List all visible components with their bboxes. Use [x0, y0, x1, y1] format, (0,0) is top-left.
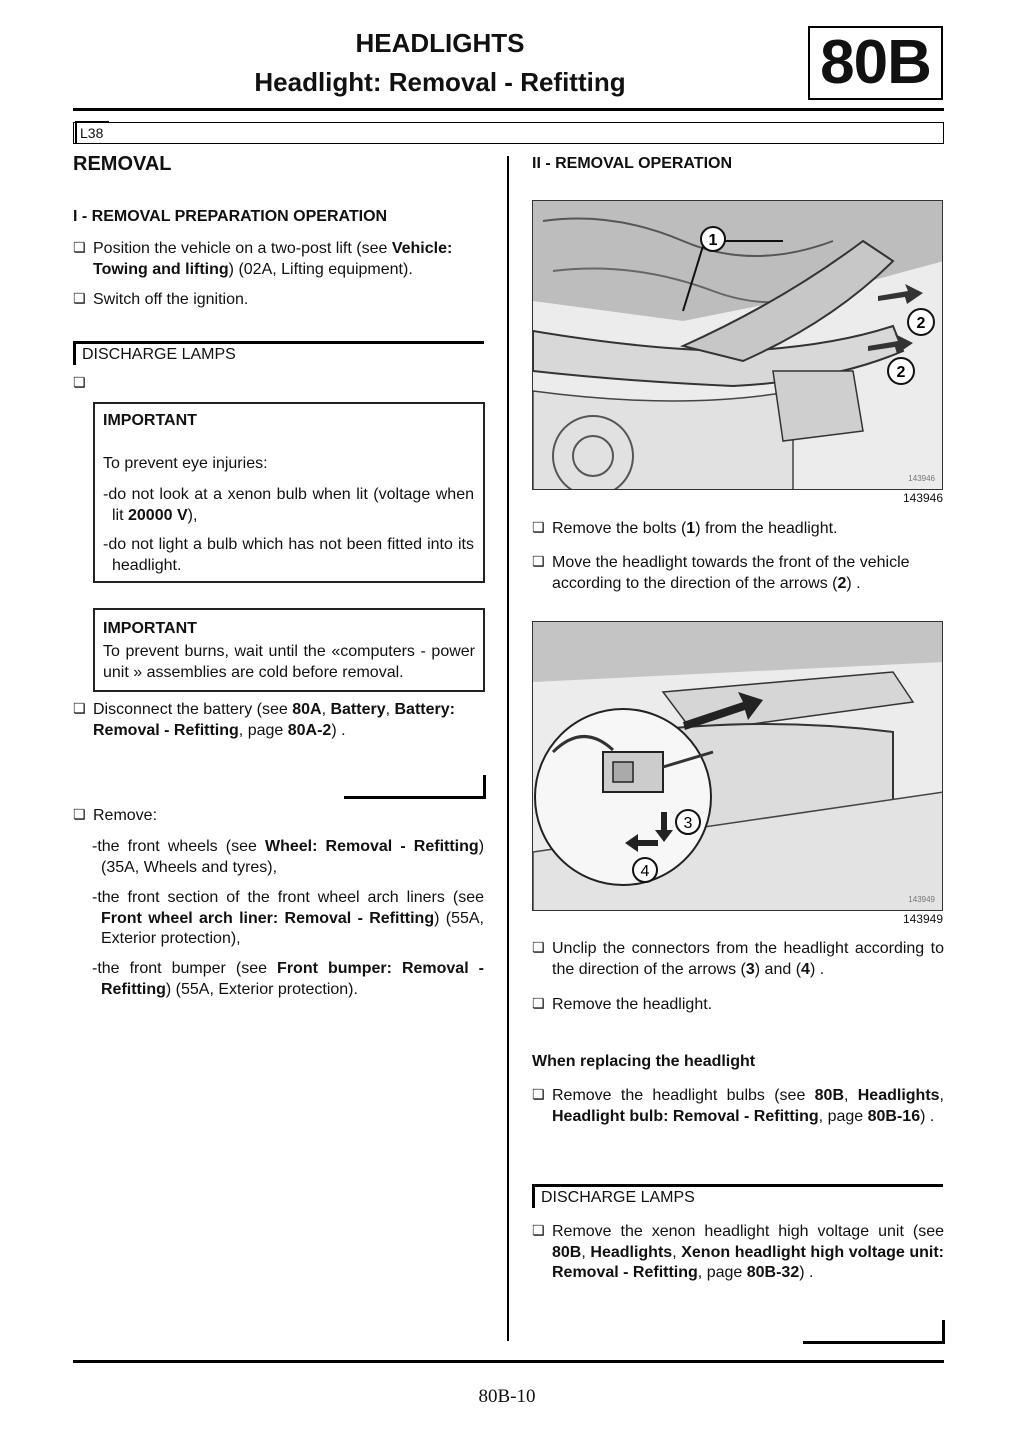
figure-inner-number: 143949	[908, 895, 935, 904]
checkbox-bullet-icon: ❏	[73, 700, 86, 716]
figure-headlight-bolts	[532, 200, 943, 490]
dash-item: -do not light a bulb which has not been fitted into its headlight.	[103, 536, 474, 574]
list-item: ❏ Move the headlight towards the front of the vehicle according to the direction of the arrows (2) .	[532, 553, 910, 592]
callout-3: 3	[683, 815, 693, 832]
checkbox-bullet-icon: ❏	[532, 553, 545, 569]
section-end-mark	[803, 1320, 945, 1344]
list-item: ❏ Position the vehicle on a two-post lift (see Vehicle: Towing and lifting) (02A, Lifting equipment).	[73, 239, 453, 278]
header-rule	[73, 108, 944, 111]
important-title: IMPORTANT	[103, 412, 197, 429]
section-end-mark	[344, 775, 486, 799]
list-item: ❏ Remove the headlight.	[532, 995, 713, 1013]
important-box-eye	[93, 402, 485, 583]
list-item: ❏ Switch off the ignition.	[73, 290, 249, 308]
engine-bay-illustration-2	[533, 622, 943, 911]
dash-item: -the front wheels (see Wheel: Removal - Refitting) (35A, Wheels and tyres),	[92, 838, 485, 876]
section-code-badge: 80B	[808, 26, 943, 100]
column-divider	[507, 156, 509, 1341]
checkbox-bullet-icon: ❏	[532, 1086, 545, 1102]
prep-heading: I - REMOVAL PREPARATION OPERATION	[73, 208, 388, 225]
checkbox-bullet-icon: ❏	[532, 1222, 545, 1238]
checkbox-bullet-icon: ❏	[73, 290, 86, 306]
removal-operation-heading: II - REMOVAL OPERATION	[532, 155, 733, 172]
list-item: ❏ Remove the bolts (1) from the headlight.	[532, 519, 838, 537]
page-number: 80B-10	[478, 1386, 536, 1407]
list-item: ❏ Remove:	[73, 806, 158, 824]
checkbox-bullet-icon: ❏	[73, 806, 86, 822]
important-intro: To prevent eye injuries:	[103, 455, 268, 472]
checkbox-bullet-icon: ❏	[73, 239, 86, 255]
removal-title: REMOVAL	[73, 153, 172, 175]
list-item: ❏ Unclip the connectors from the headlight according to the direction of the arrows (3) and (4) .	[532, 939, 944, 978]
discharge-lamps-bar-right: DISCHARGE LAMPS	[532, 1184, 943, 1208]
page-title: Headlight: Removal - Refitting	[254, 67, 626, 97]
callout-4: 4	[640, 863, 650, 880]
figure-inner-number: 143946	[908, 474, 935, 483]
dash-item: -do not look at a xenon bulb when lit (voltage when lit 20000 V),	[103, 486, 474, 524]
figure-caption-1: 143946	[902, 491, 943, 505]
footer-rule	[73, 1360, 944, 1363]
important-box-burns	[93, 608, 485, 692]
list-item: ❏ Remove the xenon headlight high voltage unit (see 80B, Headlights, Xenon headlight high voltage unit: Removal - Refitting, page 80B-32) .	[532, 1222, 944, 1281]
replace-heading: When replacing the headlight	[532, 1053, 756, 1070]
checkbox-bullet-icon: ❏	[532, 995, 545, 1011]
figure-caption-2: 143949	[902, 912, 943, 926]
checkbox-bullet-icon: ❏	[73, 374, 86, 390]
dash-item: -the front section of the front wheel arch liners (see Front wheel arch liner: Removal - Refitting) (55A, Exterior protection),	[92, 889, 485, 947]
list-item: ❏ Remove the headlight bulbs (see 80B, Headlights, Headlight bulb: Removal - Refitting, page 80B-16) .	[532, 1086, 944, 1125]
section-title: HEADLIGHTS	[355, 28, 525, 58]
callout-2a: 2	[916, 315, 926, 332]
list-item: ❏ Disconnect the battery (see 80A, Battery, Battery: Removal - Refitting, page 80A-2) .	[73, 700, 455, 739]
model-label: L38	[75, 121, 109, 143]
callout-2b: 2	[896, 364, 906, 381]
figure-headlight-connectors	[532, 621, 943, 911]
dash-item: -the front bumper (see Front bumper: Removal - Refitting) (55A, Exterior protection).	[92, 960, 485, 998]
checkbox-bullet-icon: ❏	[532, 939, 545, 955]
engine-bay-illustration-1	[533, 201, 943, 490]
checkbox-bullet-icon: ❏	[532, 519, 545, 535]
discharge-lamps-bar: DISCHARGE LAMPS	[73, 341, 484, 365]
important-text: To prevent burns, wait until the «computers - power unit » assemblies are cold before removal.	[103, 643, 475, 681]
callout-1: 1	[708, 232, 718, 249]
model-bar	[73, 122, 944, 144]
important-title: IMPORTANT	[103, 620, 197, 637]
